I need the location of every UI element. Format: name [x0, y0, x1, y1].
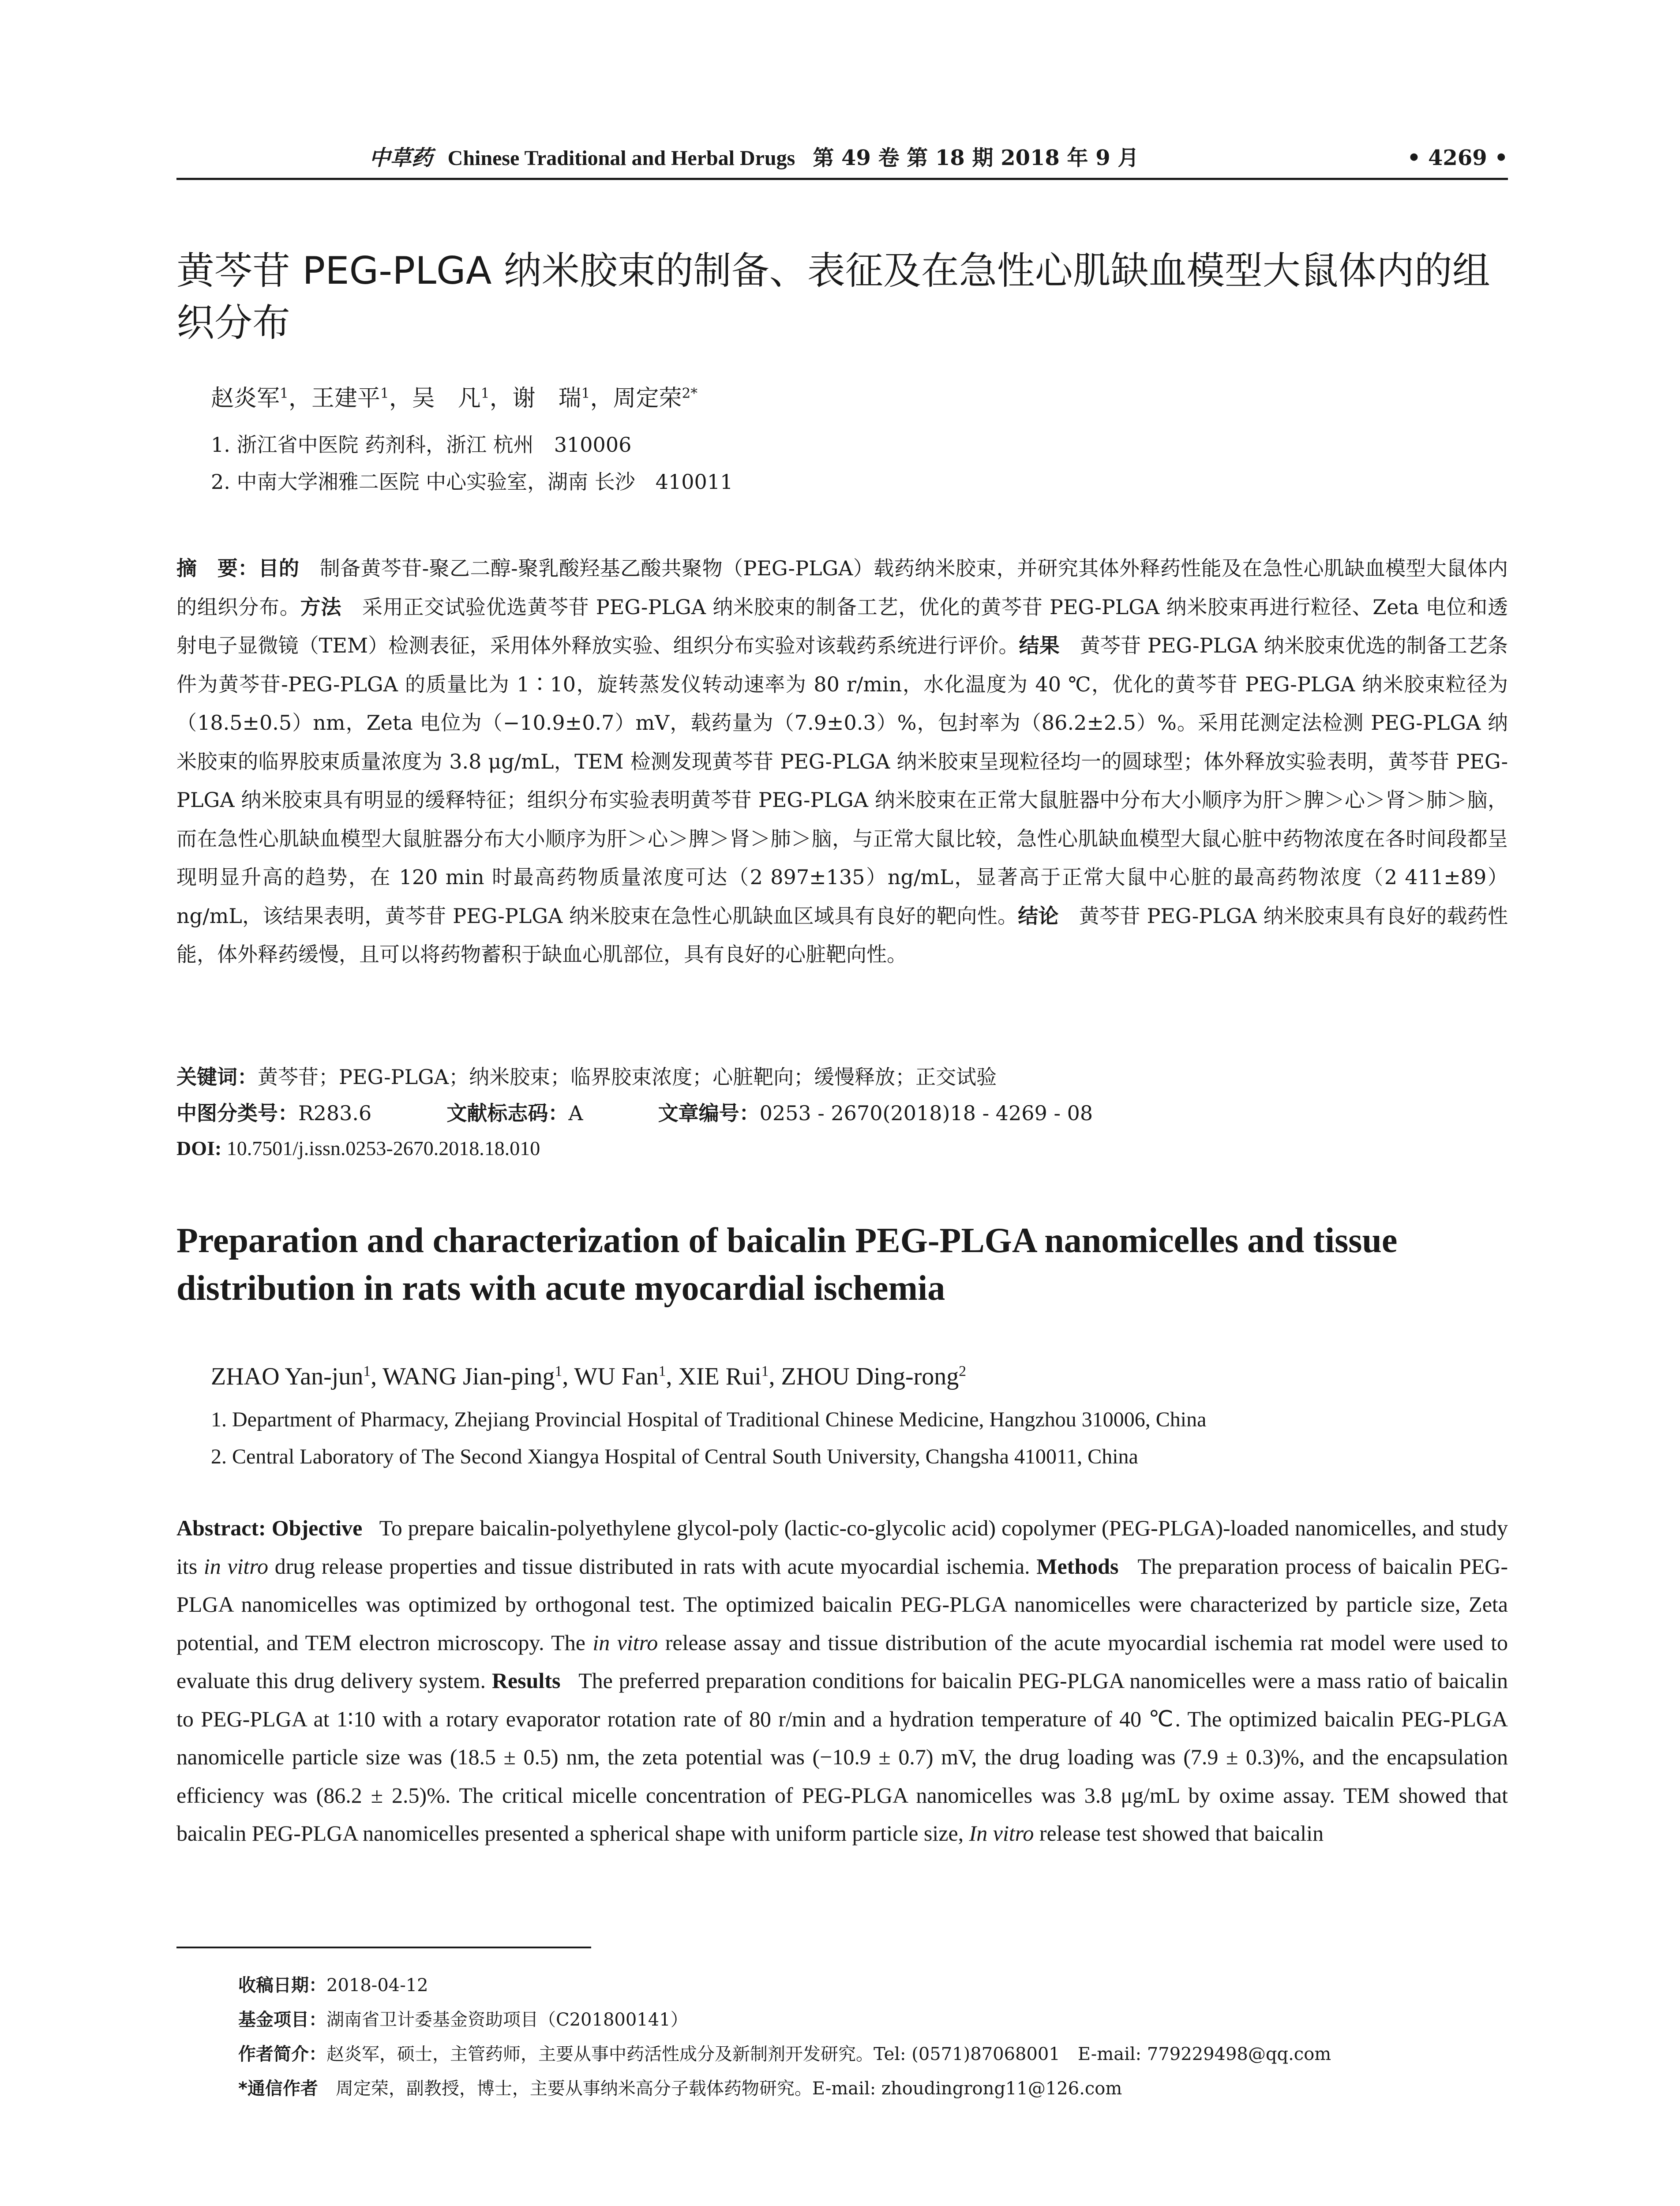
- objective-en-1: To prepare baicalin-polyethylene glycol-poly (lactic-co-glycolic acid) copolymer (PEG-PLGA)-loaded nanomicelles, and study its: [176, 1516, 1508, 1579]
- author-affil-sup: 1: [480, 385, 490, 401]
- received-label: 收稿日期：: [238, 1975, 326, 1996]
- footnote-funding: [238, 2003, 1509, 2037]
- journal-header: [176, 132, 1331, 184]
- doc-code-value: A: [568, 1101, 583, 1125]
- author-bio-value: 赵炎军，硕士，主管药师，主要从事中药活性成分及新制剂开发研究。Tel: (0571)87068001 E-mail: 779229498@qq.com: [326, 2044, 1331, 2064]
- affiliation-en-2: 2. Central Laboratory of The Second Xiangya Hospital of Central South University, Changsha 410011, China: [211, 1445, 1138, 1468]
- corresponding-value: 周定荣，副教授，博士，主要从事纳米高分子载体药物研究。E-mail: zhoudingrong11@126.com: [318, 2078, 1122, 2099]
- abstract-en-label: Abstract:: [176, 1516, 266, 1540]
- abstract-cn-label: 摘 要：: [176, 556, 259, 580]
- footnote-author-bio: [238, 2037, 1509, 2071]
- results-label-en: Results: [491, 1668, 561, 1693]
- author-en: ZHOU Ding-rong: [781, 1363, 959, 1390]
- journal-name-en: Chinese Traditional and Herbal Drugs: [447, 146, 795, 170]
- author-cn: 吴 凡: [412, 385, 481, 412]
- footnote-corresponding: [238, 2072, 1509, 2105]
- funding-value: 湖南省卫计委基金资助项目（C201800141）: [326, 2010, 688, 2030]
- title-cn: 黄芩苷 PEG-PLGA 纳米胶束的制备、表征及在急性心肌缺血模型大鼠体内的组织分布: [176, 249, 1490, 345]
- doc-code-label: 文献标志码：: [446, 1101, 569, 1125]
- author-cn: 周定荣: [613, 385, 682, 412]
- doi-value: 10.7501/j.issn.0253-2670.2018.18.010: [226, 1137, 540, 1159]
- clc-label: 中图分类号：: [176, 1101, 298, 1125]
- running-header: [176, 132, 1508, 184]
- author-affil-sup: 1: [581, 385, 590, 401]
- abstract-en: [176, 1509, 1508, 1853]
- author-affil-sup: 2: [959, 1363, 967, 1380]
- author-en: XIE Rui: [678, 1363, 761, 1390]
- results-en-1: The preferred preparation conditions for baicalin PEG-PLGA nanomicelles were a mass ratio of baicalin to PEG-PLGA at 1∶10 with a rotary evaporator rotation rate of 80 r/min and a hydration temperature of 40 ℃. The optimized baicalin PEG-PLGA nanomicelle particle size was (18.5 ± 0.5) nm, the zeta potential was (−10.9 ± 0.7) mV, the drug loading was (7.9 ± 0.3)%, and the encapsulation efficiency was (86.2 ± 2.5)%. The critical micelle concentration of PEG-PLGA nanomicelles was 3.8 μg/mL by oxime assay. TEM showed that baicalin PEG-PLGA nanomicelles presented a spherical shape with uniform particle size,: [176, 1668, 1508, 1846]
- author-affil-sup: 1: [280, 385, 289, 401]
- author-affil-sup: 1: [658, 1363, 666, 1380]
- abstract-cn: [176, 549, 1508, 974]
- author-affil-sup: 1: [363, 1363, 371, 1380]
- author-cn: 谢 瑞: [512, 385, 581, 412]
- doi-label: DOI:: [176, 1137, 222, 1159]
- funding-label: 基金项目：: [238, 2010, 326, 2030]
- keywords-label: 关键词：: [176, 1065, 258, 1089]
- conclusion-cn: 黄芩苷 PEG-PLGA 纳米胶束具有良好的载药性能，体外释药缓慢，且可以将药物蓄积于缺血心肌部位，具有良好的心脏靶向性。: [176, 904, 1508, 966]
- methods-cn: 采用正交试验优选黄芩苷 PEG-PLGA 纳米胶束的制备工艺，优化的黄芩苷 PEG-PLGA 纳米胶束再进行粒径、Zeta 电位和透射电子显微镜（TEM）检测表征，采用体外释放实验、组织分布实验对该载药系统进行评价。: [176, 595, 1508, 657]
- affiliation-cn-1: 1. 浙江省中医院 药剂科，浙江 杭州 310006: [211, 433, 632, 457]
- objective-cn: 制备黄芩苷-聚乙二醇-聚乳酸羟基乙酸共聚物（PEG-PLGA）载药纳米胶束，并研究其体外释药性能及在急性心肌缺血模型大鼠体内的组织分布。: [176, 556, 1508, 619]
- in-vitro-term-cap: In vitro: [969, 1821, 1034, 1846]
- clc-value: R283.6: [298, 1101, 372, 1125]
- results-cn: 黄芩苷 PEG-PLGA 纳米胶束优选的制备工艺条件为黄芩苷-PEG-PLGA 的质量比为 1∶10，旋转蒸发仪转动速率为 80 r/min，水化温度为 40 ℃，优化的黄芩苷 PEG-PLGA 纳米胶束粒径为（18.5±0.5）nm，Zeta 电位为（−10.9±0.7）mV，载药量为（7.9±0.3）%，包封率为（86.2±2.5）%。采用芘测定法检测 PEG-PLGA 纳米胶束的临界胶束质量浓度为 3.8 μg/mL，TEM 检测发现黄芩苷 PEG-PLGA 纳米胶束呈现粒径均一的圆球型；体外释放实验表明，黄芩苷 PEG-PLGA 纳米胶束具有明显的缓释特征；组织分布实验表明黄芩苷 PEG-PLGA 纳米胶束在正常大鼠脏器中分布大小顺序为肝＞脾＞心＞肾＞肺＞脑，而在急性心肌缺血模型大鼠脏器分布大小顺序为肝＞心＞脾＞肾＞肺＞脑，与正常大鼠比较，急性心肌缺血模型大鼠心脏中药物浓度在各时间段都呈现明显升高的趋势，在 120 min 时最高药物质量浓度可达（2 897±135）ng/mL，显著高于正常大鼠中心脏的最高药物浓度（2 411±89）ng/mL，该结果表明，黄芩苷 PEG-PLGA 纳米胶束在急性心肌缺血区域具有良好的靶向性。: [176, 634, 1508, 928]
- footnote-received: [238, 1969, 1509, 2002]
- author-affil-sup: 2*: [682, 385, 698, 401]
- article-no-value: 0253 - 2670(2018)18 - 4269 - 08: [759, 1101, 1093, 1125]
- author-cn: 王建平: [311, 385, 380, 412]
- methods-label-cn: 方法: [300, 595, 342, 619]
- footnote-rule: [176, 1947, 591, 1948]
- doi-line: [176, 1130, 1508, 1167]
- title-en: Preparation and characterization of baicalin PEG-PLGA nanomicelles and tissue distribution in rats with acute myocardial ischemia: [176, 1221, 1398, 1308]
- issue-info: 第 49 卷 第 18 期 2018 年 9 月: [813, 146, 1139, 170]
- author-affil-sup: 1: [761, 1363, 769, 1380]
- affiliation-en-1: 1. Department of Pharmacy, Zhejiang Provincial Hospital of Traditional Chinese Medicine, Hangzhou 310006, China: [211, 1408, 1207, 1431]
- author-affil-sup: 1: [555, 1363, 562, 1380]
- objective-label-en: Objective: [271, 1516, 363, 1540]
- keywords-value: 黄芩苷；PEG-PLGA；纳米胶束；临界胶束浓度；心脏靶向；缓慢释放；正交试验: [258, 1065, 997, 1089]
- methods-label-en: Methods: [1036, 1553, 1119, 1579]
- in-vitro-term: in vitro: [203, 1553, 269, 1579]
- methods-en-1: The preparation process of baicalin PEG-PLGA nanomicelles was optimized by orthogonal test. The optimized baicalin PEG-PLGA nanomicelles were characterized by particle size, Zeta potential, and TEM electron microscopy. The: [176, 1553, 1508, 1655]
- results-label-cn: 结果: [1019, 634, 1060, 657]
- classification-line: [176, 1095, 1508, 1131]
- conclusion-label-cn: 结论: [1018, 904, 1059, 928]
- corresponding-label: *通信作者: [238, 2078, 318, 2099]
- objective-en-2: drug release properties and tissue distributed in rats with acute myocardial ischemia.: [274, 1553, 1030, 1579]
- in-vitro-term: in vitro: [592, 1630, 658, 1655]
- affiliation-cn-2: 2. 中南大学湘雅二医院 中心实验室，湖南 长沙 410011: [211, 470, 733, 494]
- author-cn: 赵炎军: [211, 385, 280, 412]
- journal-name-cn: 中草药: [369, 146, 433, 170]
- page-number: • 4269 •: [1407, 146, 1508, 170]
- results-en-2: release test showed that baicalin: [1039, 1821, 1324, 1846]
- article-no-label: 文章编号：: [658, 1101, 760, 1125]
- author-en: WU Fan: [574, 1363, 659, 1390]
- methods-en-2: release assay and tissue distribution of the acute myocardial ischemia rat model were used to evaluate this drug delivery system.: [176, 1630, 1508, 1693]
- objective-label-cn: 目的: [258, 556, 300, 580]
- header-rule: [176, 178, 1508, 180]
- received-value: 2018-04-12: [326, 1975, 428, 1996]
- author-affil-sup: 1: [380, 385, 389, 401]
- keywords-line: [176, 1059, 1508, 1095]
- author-en: ZHAO Yan-jun: [211, 1363, 364, 1390]
- author-en: WANG Jian-ping: [382, 1363, 555, 1390]
- authors-en: ZHAO Yan-jun$^1$, WANG Jian-ping$^1$, WU Fan$^1$, XIE Rui$^1$, ZHOU Ding-rong$^2$: [211, 1363, 967, 1390]
- authors-cn: 赵炎军$^1$，王建平$^1$，吴 凡$^1$，谢 瑞$^1$，周定荣$^{2*}$: [211, 385, 698, 412]
- author-bio-label: 作者简介：: [238, 2044, 326, 2064]
